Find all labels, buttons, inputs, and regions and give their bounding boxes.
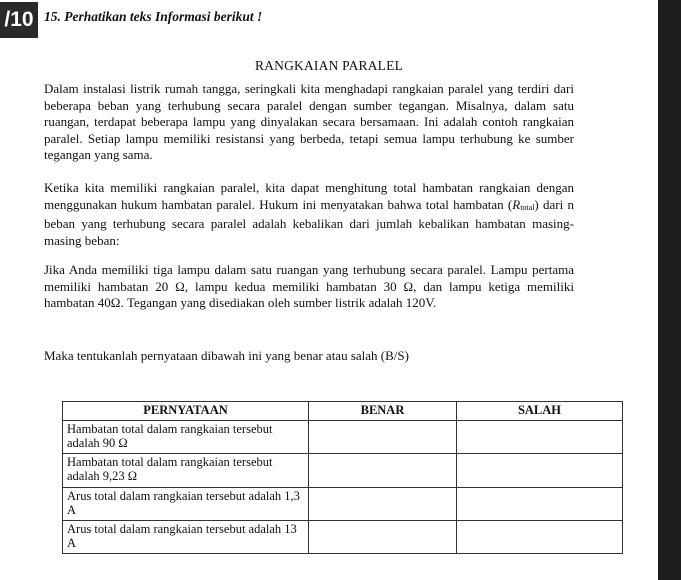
paragraph-intro: Dalam instalasi listrik rumah tangga, seringkali kita menghadapi rangkaian paralel yang terdiri dari beberapa beban yang terhubung secara paralel dengan sumber tegangan. Misalnya, dalam satu ruangan, terdapat beberapa lampu yang dinyalakan secara bersamaan. Ini adalah contoh rangkaian paralel. Setiap lampu memiliki resistansi yang berbeda, tetapi semua lampu terhubung ke sumber tegangan yang sama.	[44, 81, 574, 162]
statement-table	[62, 401, 623, 554]
benar-answer-cell[interactable]	[309, 520, 457, 553]
benar-answer-cell[interactable]	[309, 454, 457, 487]
benar-answer-cell[interactable]	[309, 421, 457, 454]
article-title: RANGKAIAN PARALEL	[254, 58, 404, 73]
header-pernyataan: PERNYATAAN	[63, 402, 309, 421]
table-row	[63, 487, 623, 520]
score-badge: /10	[0, 2, 38, 38]
salah-answer-cell[interactable]	[457, 421, 623, 454]
header-benar: BENAR	[309, 402, 457, 421]
table-row	[63, 520, 623, 553]
table-row	[63, 421, 623, 454]
statement-cell: Hambatan total dalam rangkaian tersebut adalah 90 Ω	[63, 421, 309, 454]
question-heading: 15. Perhatikan teks Informasi berikut !	[44, 9, 263, 24]
statement-cell: Arus total dalam rangkaian tersebut adalah 13 A	[63, 520, 309, 553]
table-row	[63, 454, 623, 487]
paragraph-law-part2: ) dari n beban yang terhubung secara paralel adalah kebalikan dari jumlah kebalikan hambatan masing-masing beban:	[44, 196, 574, 248]
right-edge-strip	[658, 0, 681, 580]
paragraph-law	[44, 180, 574, 249]
salah-answer-cell[interactable]	[457, 487, 623, 520]
benar-answer-cell[interactable]	[309, 487, 457, 520]
statement-cell: Hambatan total dalam rangkaian tersebut adalah 9,23 Ω	[63, 454, 309, 487]
paragraph-instruction: Maka tentukanlah pernyataan dibawah ini yang benar atau salah (B/S)	[44, 348, 409, 363]
resistance-subscript: total	[520, 202, 535, 212]
resistance-symbol: R	[512, 196, 521, 212]
salah-answer-cell[interactable]	[457, 520, 623, 553]
table-header-row	[63, 402, 623, 421]
header-salah: SALAH	[457, 402, 623, 421]
statement-cell: Arus total dalam rangkaian tersebut adalah 1,3 A	[63, 487, 309, 520]
paragraph-problem: Jika Anda memiliki tiga lampu dalam satu ruangan yang terhubung secara paralel. Lampu pertama memiliki hambatan 20 Ω, lampu kedua memiliki hambatan 30 Ω, dan lampu ketiga memiliki hambatan 40Ω. Tegangan yang disediakan oleh sumber listrik adalah 120V.	[44, 262, 574, 310]
salah-answer-cell[interactable]	[457, 454, 623, 487]
paragraph-law-part1: Ketika kita memiliki rangkaian paralel, kita dapat menghitung total hambatan rangkaian dengan menggunakan hukum hambatan paralel. Hukum ini menyatakan bahwa total hambatan (	[44, 180, 574, 212]
